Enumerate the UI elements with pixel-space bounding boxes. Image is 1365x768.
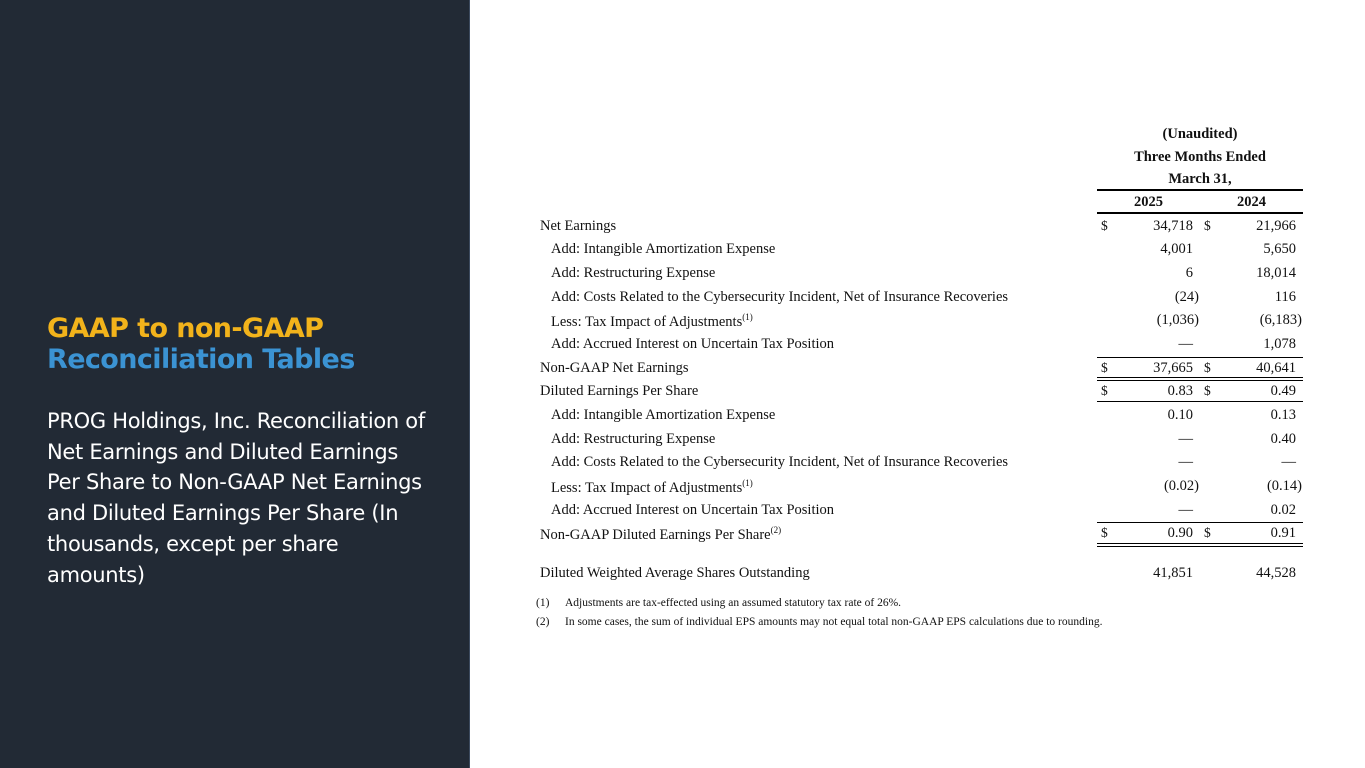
row-label: Non-GAAP Diluted Earnings Per Share$^{(2)}$ <box>540 525 782 543</box>
currency-symbol: $ <box>1101 360 1108 375</box>
value-2025: (24) <box>1174 289 1199 305</box>
footnote-marker: (1) <box>742 312 753 322</box>
value-2024: 1,078 <box>1263 336 1296 352</box>
header-unaudited: (Unaudited) <box>1162 126 1238 142</box>
value-2025: 6 <box>1185 265 1193 281</box>
total-rule <box>1097 543 1303 544</box>
column-header-rule <box>1097 212 1303 214</box>
row-label: Add: Intangible Amortization Expense <box>551 241 776 257</box>
total-rule <box>1097 522 1303 523</box>
row-label: Net Earnings <box>540 218 617 234</box>
row-label: Add: Restructuring Expense <box>551 265 716 281</box>
value-2024: (0.14) <box>1266 478 1302 494</box>
row-label: Add: Intangible Amortization Expense <box>551 407 776 423</box>
value-2024: 18,014 <box>1256 265 1296 281</box>
footnote-marker: (2) <box>770 525 782 535</box>
header-rule <box>1097 189 1303 191</box>
left-panel <box>0 0 470 768</box>
value-2025: 4,001 <box>1160 241 1193 257</box>
value-2024: — <box>1281 454 1296 470</box>
row-label: Add: Costs Related to the Cybersecurity Incident, Net of Insurance Recoveries <box>551 454 1009 470</box>
currency-symbol: $ <box>1101 525 1108 540</box>
currency-symbol: $ <box>1204 218 1211 233</box>
value-2025: 0.83 <box>1167 383 1193 399</box>
row-label: Add: Accrued Interest on Uncertain Tax Position <box>551 336 835 352</box>
total-rule <box>1097 357 1303 358</box>
value-2025: 37,665 <box>1153 360 1193 376</box>
reconciliation-table <box>470 0 1365 768</box>
slide-subtitle: PROG Holdings, Inc. Reconciliation of Net Earnings and Diluted Earnings Per Share to Non-GAAP Net Earnings and Diluted Earnings Per Share (In thousands, except per share amounts) <box>47 409 425 587</box>
total-rule <box>1097 546 1303 547</box>
value-2025: (1,036) <box>1156 312 1199 328</box>
column-header-2024: 2024 <box>1237 194 1266 210</box>
row-label: Add: Costs Related to the Cybersecurity Incident, Net of Insurance Recoveries <box>551 289 1009 305</box>
value-2025: — <box>1178 454 1193 470</box>
value-2024: (6,183) <box>1259 312 1302 328</box>
value-2024: 0.49 <box>1270 383 1296 399</box>
value-2024: 21,966 <box>1256 218 1296 234</box>
total-rule <box>1097 380 1303 381</box>
slide-title <box>47 313 355 375</box>
total-rule <box>1097 401 1303 402</box>
row-label: Non-GAAP Net Earnings <box>540 360 689 376</box>
value-2024: 0.91 <box>1270 525 1296 541</box>
row-label: Add: Accrued Interest on Uncertain Tax Position <box>551 502 835 518</box>
total-rule <box>1097 377 1303 378</box>
column-header-2025: 2025 <box>1134 194 1163 210</box>
header-period: Three Months Ended <box>1134 149 1266 165</box>
footnote-marker: (2) <box>536 616 550 628</box>
value-2025: 0.10 <box>1167 407 1193 423</box>
value-2025: 0.90 <box>1167 525 1193 541</box>
row-label: Less: Tax Impact of Adjustments$^{(1)}$ <box>551 478 753 496</box>
header-date: March 31, <box>1168 171 1232 187</box>
currency-symbol: $ <box>1204 525 1211 540</box>
footnote-marker: (1) <box>742 478 753 488</box>
value-2024: 0.02 <box>1270 502 1296 518</box>
value-2024: 44,528 <box>1256 565 1296 581</box>
currency-symbol: $ <box>1101 383 1108 398</box>
value-2025: — <box>1178 336 1193 352</box>
currency-symbol: $ <box>1204 383 1211 398</box>
value-2025: — <box>1178 502 1193 518</box>
footnote-text: In some cases, the sum of individual EPS amounts may not equal total non-GAAP EPS calculations due to rounding. <box>565 616 1103 628</box>
value-2024: 5,650 <box>1263 241 1296 257</box>
value-2024: 0.40 <box>1270 431 1296 447</box>
value-2024: 116 <box>1274 289 1296 305</box>
value-2025: — <box>1178 431 1193 447</box>
value-2025: 41,851 <box>1153 565 1193 581</box>
value-2024: 40,641 <box>1256 360 1296 376</box>
row-label: Less: Tax Impact of Adjustments$^{(1)}$ <box>551 312 753 330</box>
value-2025: 34,718 <box>1153 218 1193 234</box>
footnote-marker: (1) <box>536 597 550 609</box>
value-2025: (0.02) <box>1163 478 1199 494</box>
title-line-1: GAAP to non-GAAP <box>47 313 324 344</box>
currency-symbol: $ <box>1204 360 1211 375</box>
value-2024: 0.13 <box>1270 407 1296 423</box>
row-label: Add: Restructuring Expense <box>551 431 716 447</box>
currency-symbol: $ <box>1101 218 1108 233</box>
row-label: Diluted Earnings Per Share <box>540 383 699 399</box>
footnote-text: Adjustments are tax-effected using an assumed statutory tax rate of 26%. <box>565 597 902 609</box>
title-line-2: Reconciliation Tables <box>47 344 355 375</box>
row-label: Diluted Weighted Average Shares Outstanding <box>540 565 810 581</box>
